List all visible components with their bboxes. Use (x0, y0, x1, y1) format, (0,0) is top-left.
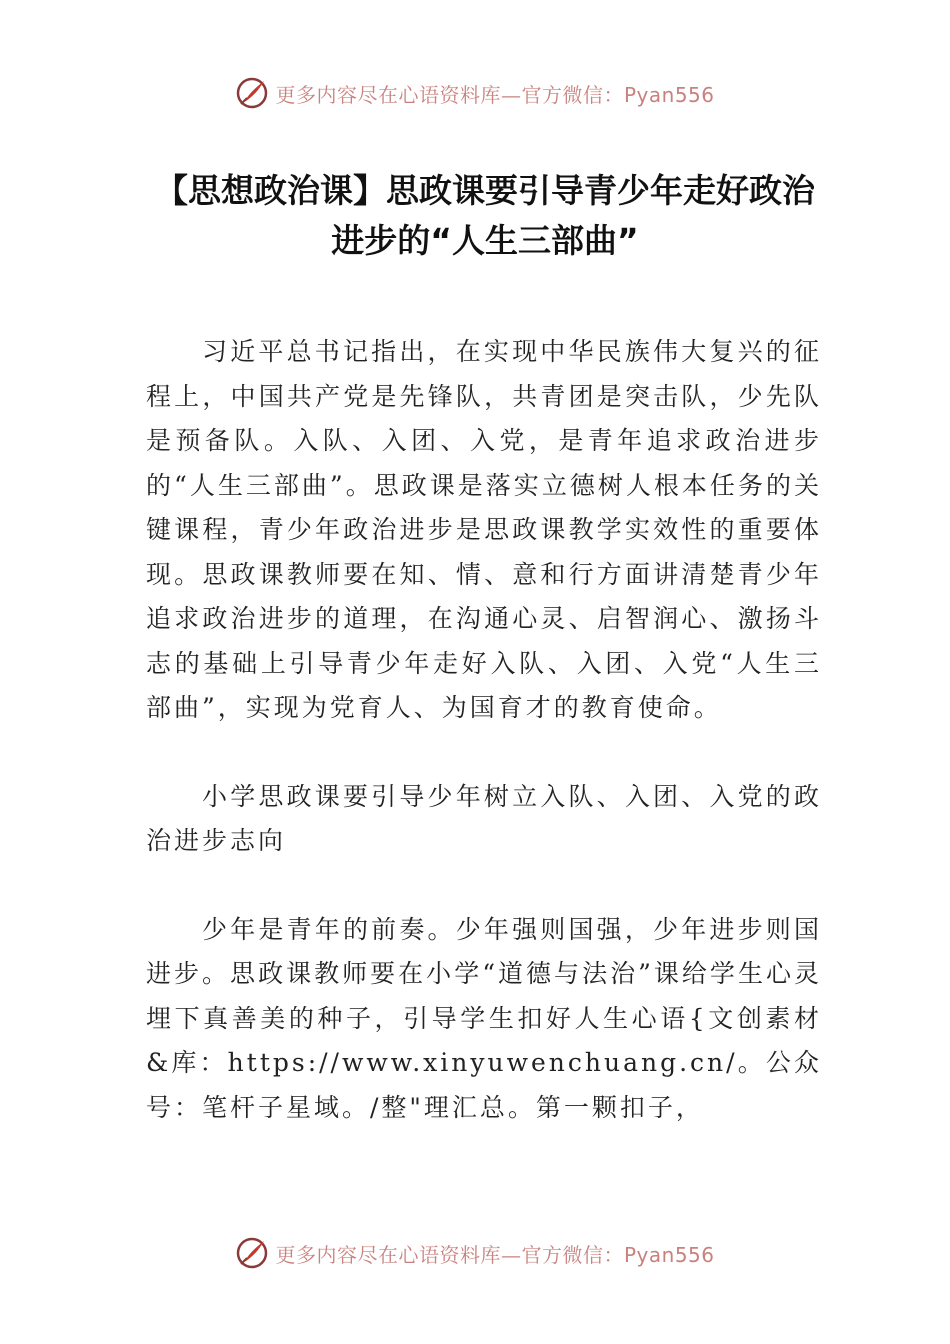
quill-logo-icon (235, 1236, 269, 1270)
quill-logo-icon (235, 76, 269, 110)
wechat-id: Pyan556 (623, 82, 715, 107)
section-heading: 小学思政课要引导少年树立入队、入团、入党的政治进步志向 (146, 781, 822, 855)
wechat-id: Pyan556 (623, 1242, 715, 1267)
footer-banner (0, 1231, 950, 1275)
banner-text: 更多内容尽在心语资料库—官方微信：Pyan556 (275, 1242, 715, 1267)
document-title: 【思想政治课】思政课要引导青少年走好政治进步的“人生三部曲” (155, 171, 815, 260)
paragraph: 习近平总书记指出，在实现中华民族伟大复兴的征程上，中国共产党是先锋队，共青团是突击队，少先队是预备队。入队、入团、入党，是青年追求政治进步的“人生三部曲”。思政课是落实立德树人根本任务的关键课程，青少年政治进步是思政课教学实效性的重要体现。思政课教师要在知、情、意和行方面讲清楚青少年追求政治进步的道理，在沟通心灵、启智润心、激扬斗志的基础上引导青少年走好入队、入团、入党“人生三部曲”，实现为党育人、为国育才的教育使命。 (146, 337, 822, 722)
paragraph: 少年是青年的前奏。少年强则国强，少年进步则国进步。思政课教师要在小学“道德与法治”课给学生心灵埋下真善美的种子，引导学生扣好人生心语{文创素材&库：https://www.xinyuwenchuang.cn/。公众号：笔杆子星域。/整"理汇总。第一颗扣子， (146, 914, 822, 1122)
document-body (146, 330, 822, 1130)
banner-text: 更多内容尽在心语资料库—官方微信：Pyan556 (275, 82, 715, 107)
header-banner (0, 71, 950, 115)
